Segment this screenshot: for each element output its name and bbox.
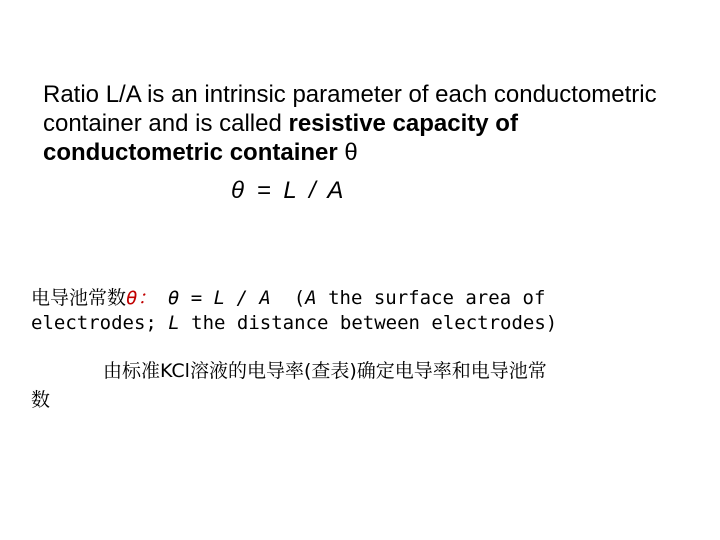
var-l: L [168, 312, 180, 334]
line2-end: the distance between electrodes) [179, 312, 558, 334]
intro-bold-term: resistive capacity of conductometric container [43, 110, 518, 166]
intro-text: Ratio L/A is an intrinsic parameter of each conductometric container and is called [43, 81, 657, 137]
cn-term: 电导池常数 [31, 287, 127, 309]
cn-equation: θ = L / A [156, 287, 271, 309]
formula: θ = L / A [231, 177, 347, 204]
cn-symbol: θ： [126, 287, 157, 309]
intro-symbol: θ [337, 139, 358, 166]
var-a: A [305, 287, 317, 309]
line2-start: electrodes; [31, 312, 169, 334]
paren-open: ( [270, 287, 306, 309]
cn-note-line-2: 数 [31, 389, 51, 411]
a-description: the surface area of [316, 287, 546, 309]
intro-paragraph [43, 80, 683, 167]
cn-definition-line-1 [31, 283, 545, 310]
cn-note-line-1: 由标准KCl溶液的电导率(查表)确定电导率和电导池常 [103, 360, 547, 382]
cn-definition-line-2 [31, 312, 557, 334]
